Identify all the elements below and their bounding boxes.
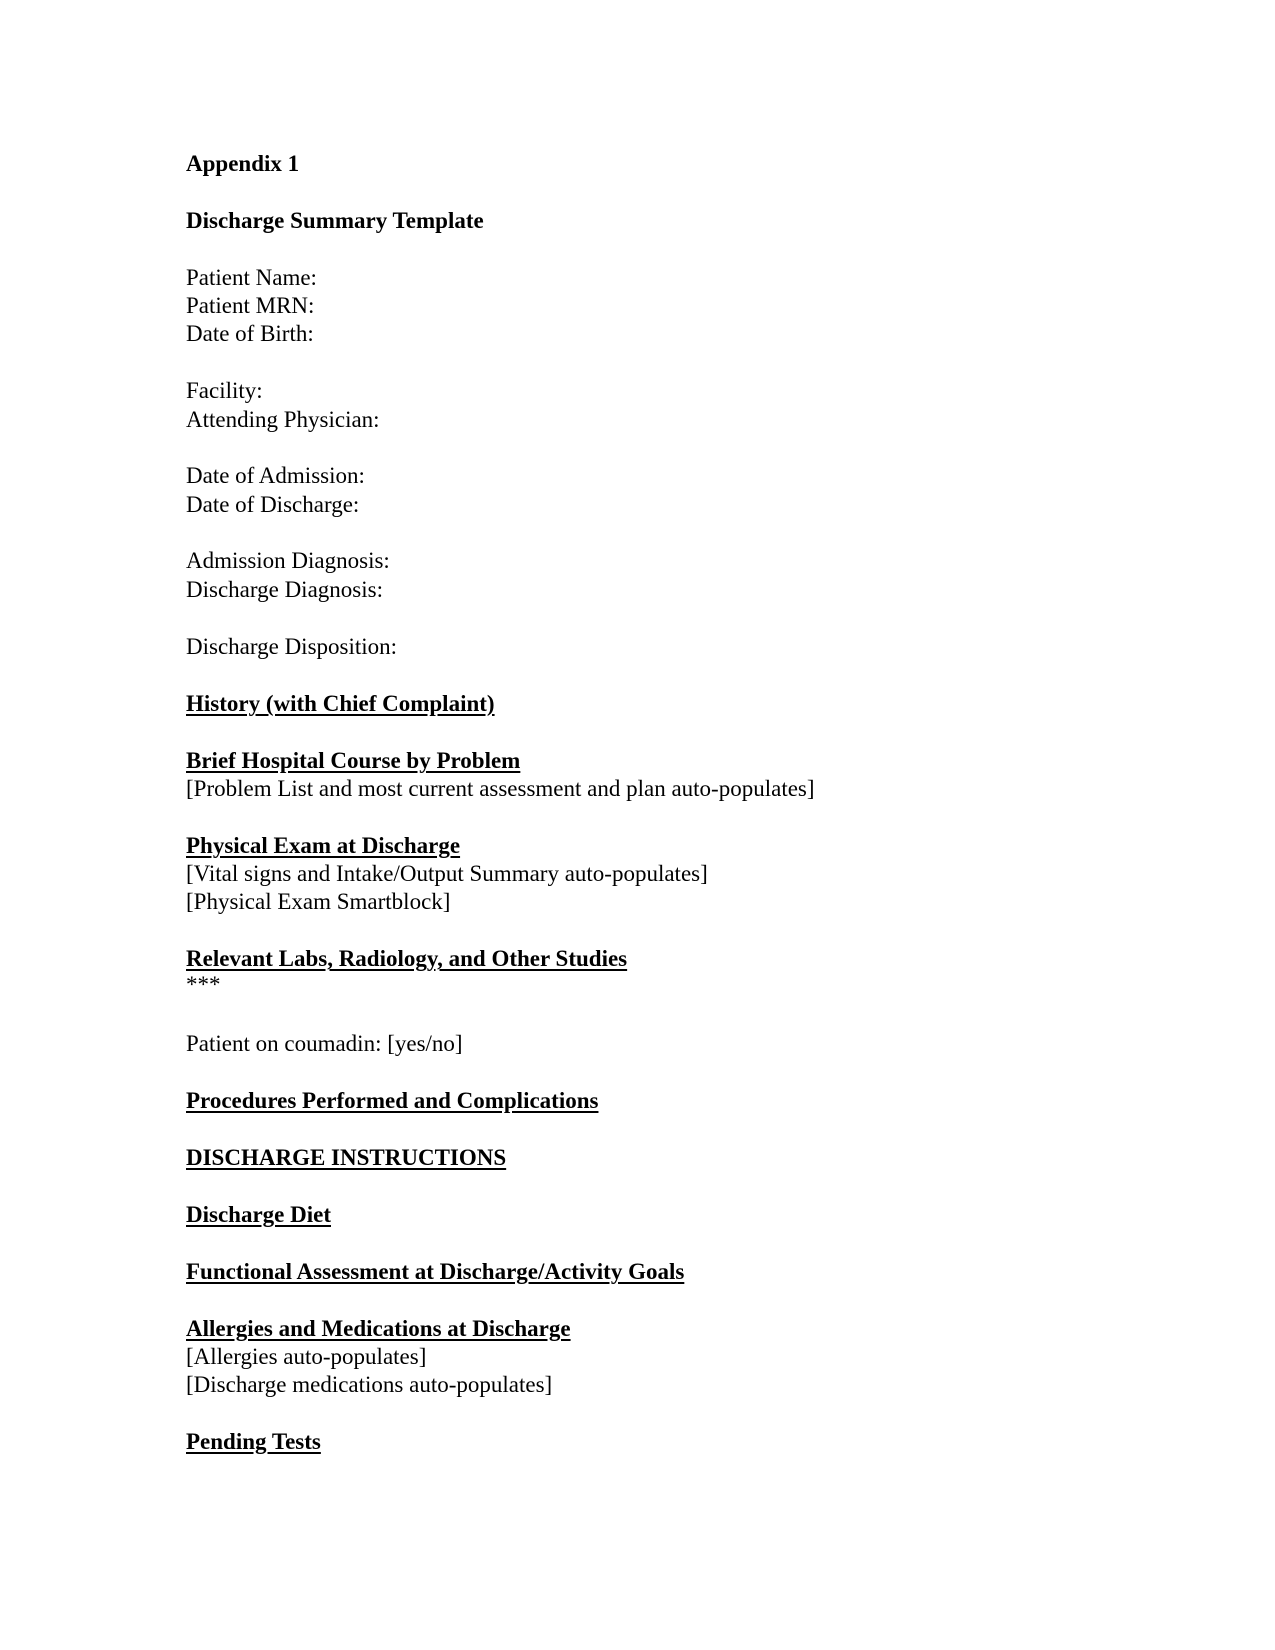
medications-note: [Discharge medications auto-populates] xyxy=(186,1372,553,1397)
physical-exam-note-smartblock: [Physical Exam Smartblock] xyxy=(186,889,451,914)
field-discharge-disposition: Discharge Disposition: xyxy=(186,634,398,659)
section-allergies-medications: Allergies and Medications at Discharge xyxy=(186,1316,571,1341)
field-admission-diagnosis: Admission Diagnosis: xyxy=(186,548,390,573)
appendix-label: Appendix 1 xyxy=(186,151,300,176)
field-patient-name: Patient Name: xyxy=(186,265,317,290)
field-date-of-birth: Date of Birth: xyxy=(186,321,314,346)
section-labs: Relevant Labs, Radiology, and Other Studies xyxy=(186,946,628,971)
section-hospital-course: Brief Hospital Course by Problem xyxy=(186,748,521,773)
field-discharge-diagnosis: Discharge Diagnosis: xyxy=(186,577,383,602)
section-discharge-diet: Discharge Diet xyxy=(186,1202,331,1227)
field-facility: Facility: xyxy=(186,378,263,403)
field-date-of-admission: Date of Admission: xyxy=(186,463,365,488)
field-patient-mrn: Patient MRN: xyxy=(186,293,315,318)
field-date-of-discharge: Date of Discharge: xyxy=(186,492,360,517)
physical-exam-note-vitals: [Vital signs and Intake/Output Summary auto-populates] xyxy=(186,861,708,886)
section-functional-assessment: Functional Assessment at Discharge/Activity Goals xyxy=(186,1259,685,1284)
section-physical-exam: Physical Exam at Discharge xyxy=(186,833,461,858)
section-procedures: Procedures Performed and Complications xyxy=(186,1088,599,1113)
section-discharge-instructions: DISCHARGE INSTRUCTIONS xyxy=(186,1145,507,1170)
allergies-note: [Allergies auto-populates] xyxy=(186,1344,427,1369)
coumadin-line: Patient on coumadin: [yes/no] xyxy=(186,1031,463,1056)
template-title: Discharge Summary Template xyxy=(186,208,484,233)
field-attending-physician: Attending Physician: xyxy=(186,407,380,432)
hospital-course-note: [Problem List and most current assessment and plan auto-populates] xyxy=(186,776,815,801)
labs-placeholder: *** xyxy=(186,972,221,997)
section-pending-tests: Pending Tests xyxy=(186,1429,321,1454)
section-history: History (with Chief Complaint) xyxy=(186,691,495,716)
